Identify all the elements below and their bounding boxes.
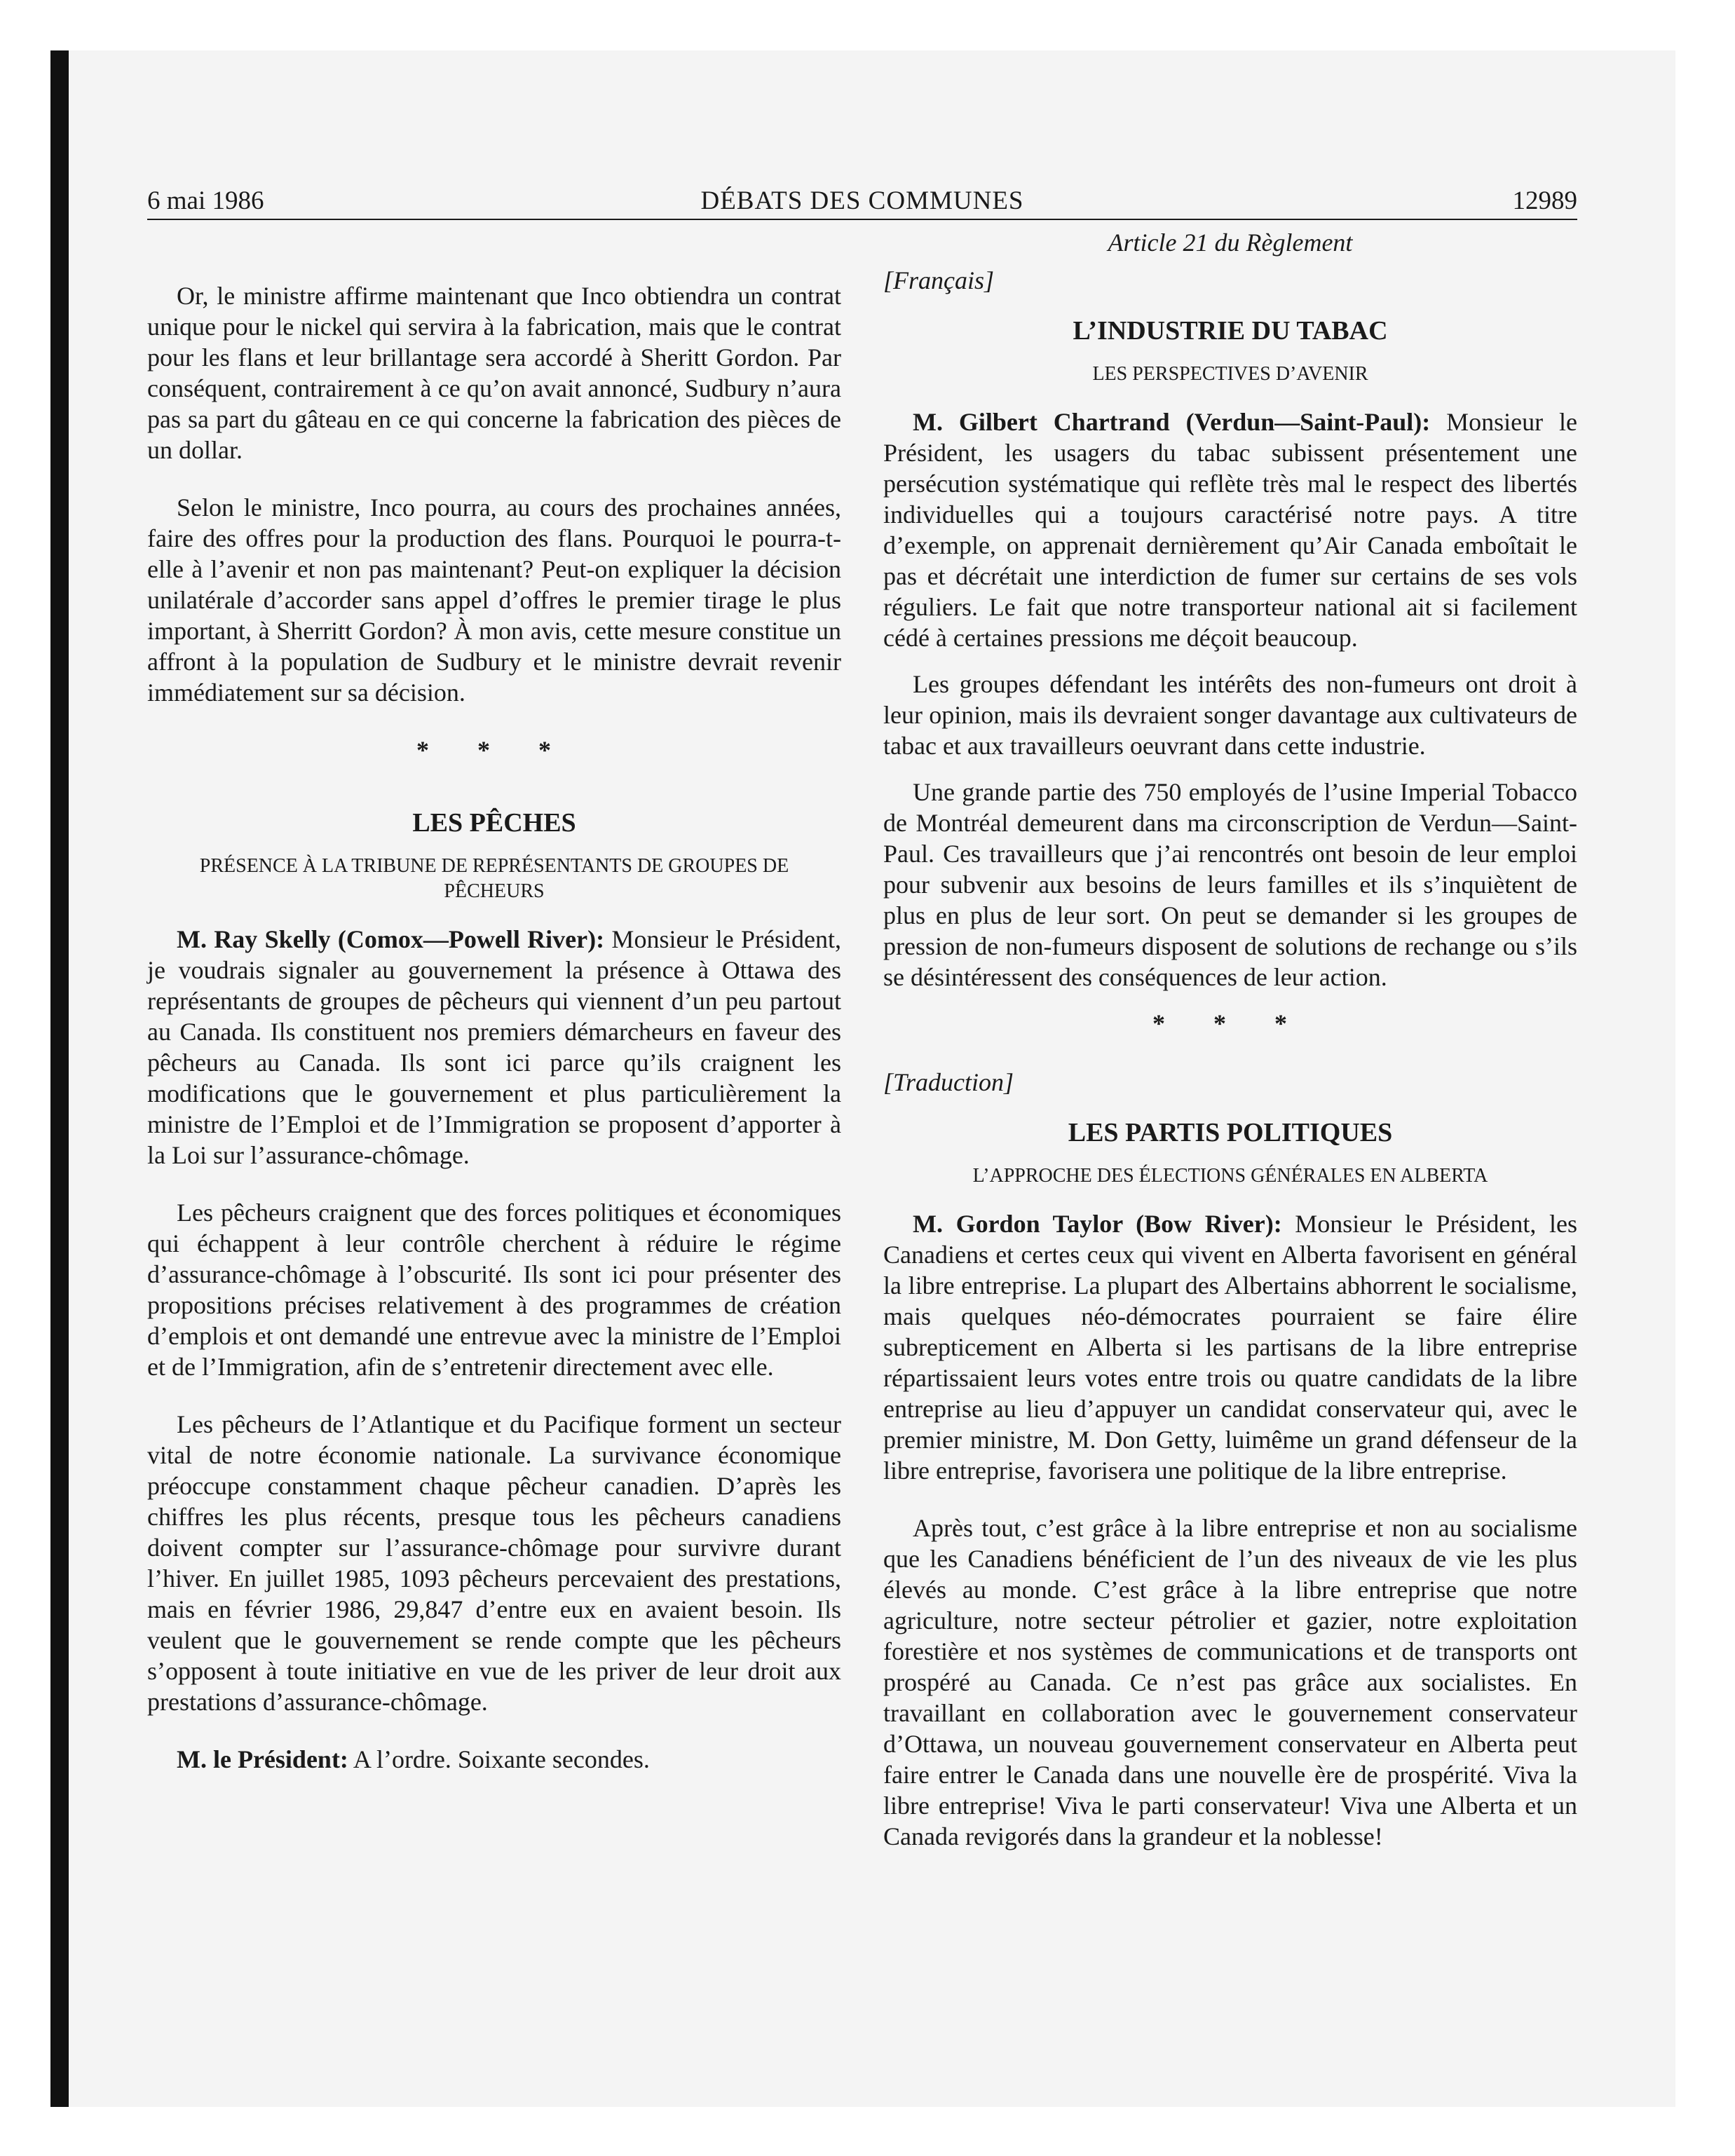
header-date: 6 mai 1986 xyxy=(147,186,264,215)
speech-paragraph xyxy=(883,407,1577,653)
section-subheading: LES PERSPECTIVES D’AVENIR xyxy=(1092,363,1368,385)
header-page-number: 12989 xyxy=(1512,186,1577,215)
section-heading: LES PÊCHES xyxy=(412,808,576,838)
paragraph: Les pêcheurs craignent que des forces politiques et économiques qui échappent à leur contrôle cherchent à réduire le régime d’assurance-chômage à l’obscurité. Ils sont ici pour présenter des propositions précises relativement à des programmes de création d’emplois et ont demandé une entrevue avec la ministre de l’Emploi et de l’Immigration, afin de s’entretenir directement avec elle. xyxy=(147,1199,841,1381)
paragraph: Après tout, c’est grâce à la libre entreprise et non au socialisme que les Canadiens bénéficient de l’un des niveaux de vie les plus élevés au monde. C’est grâce à la libre entreprise que notre agriculture, notre secteur pétrolier et gazier, notre exploitation forestière et nos systèmes de communications et de transports ont prospéré au Canada. Ce n’est pas grâce aux socialistes. En travaillant en collaboration avec le gouvernement conservateur d’Ottawa, un nouveau gouvernement conservateur en Alberta peut faire entrer le Canada dans une nouvelle ère de prospérité. Viva la libre entreprise! Viva le parti conservateur! Viva une Alberta et un Canada revigorés dans la grandeur et la noblesse! xyxy=(883,1514,1577,1850)
section-heading: LES PARTIS POLITIQUES xyxy=(1068,1118,1393,1147)
right-column xyxy=(883,228,1577,1878)
standing-order-note: Article 21 du Règlement xyxy=(1108,228,1353,257)
left-column xyxy=(147,231,841,1801)
speech-text: A l’ordre. Soixante secondes. xyxy=(348,1745,650,1773)
speech-text: Monsieur le Président, je voudrais signaler au gouvernement la présence à Ottawa des représentants de groupes de pêcheurs qui viennent d’un peu partout au Canada. Ils constituent nos premiers démarcheurs en faveur des pêcheurs au Canada. Ils sont ici parce qu’ils craignent les modifications que le gouvernement et plus particulièrement la ministre de l’Emploi et de l’Immigration se proposent d’apporter à la Loi sur l’assurance-chômage. xyxy=(147,925,841,1169)
language-tag: [Français] xyxy=(883,266,995,294)
speech-paragraph xyxy=(147,1744,841,1775)
paragraph: Selon le ministre, Inco pourra, au cours des prochaines années, faire des offres pour la production des flans. Pourquoi le pourra-t-elle à l’avenir et non pas maintenant? Peut-on expliquer la décision unilatérale d’accorder sans appel d’offres le premier tirage le plus important, à Sherritt Gordon? À mon avis, cette mesure constitue un affront à la population de Sudbury et le ministre devrait revenir immédiatement sur sa décision. xyxy=(147,493,841,707)
paragraph: Une grande partie des 750 employés de l’usine Imperial Tobacco de Montréal demeurent dans ma circonscription de Verdun—Saint-Paul. Ces travailleurs que j’ai rencontrés ont besoin de leur emploi pour subvenir aux besoins de leurs familles et ils s’inquiètent de plus en plus de leur sort. On peut se demander si les groupes de pression de non-fumeurs disposent de solutions de rechange ou s’ils se désintéressent des conséquences de leur action. xyxy=(883,778,1577,991)
speaker-name: M. Ray Skelly (Comox—Powell River): xyxy=(177,925,605,953)
speech-text: Monsieur le Président, les usagers du tabac subissent présentement une persécution systématique qui reflète très mal le respect des libertés individuelles qui a toujours caractérisé notre pays. A titre d’exemple, on apprenait dernièrement qu’Air Canada emboîtait le pas et décrétait une interdiction de fumer sur certains de ses vols réguliers. Le fait que notre transporteur national ait si facilement cédé à certaines pressions me déçoit beaucoup. xyxy=(883,408,1577,652)
speaker-name: M. Gilbert Chartrand (Verdun—Saint-Paul): xyxy=(913,408,1431,436)
speech-text: Monsieur le Président, les Canadiens et certes ceux qui vivent en Alberta favorisent en général la libre entreprise. La plupart des Albertains abhorrent le socialisme, mais quelques néo-démocrates pourraient se faire élire subrepticement en Alberta si les partisans de la libre entreprise répartissaient leurs votes entre trois ou quatre candidats de la libre entreprise au lieu d’appuyer un candidat conservateur qui, avec le premier ministre, M. Don Getty, luimême un grand défenseur de la libre entreprise, favorisera une politique de la libre entreprise. xyxy=(883,1210,1577,1485)
paragraph: Or, le ministre affirme maintenant que Inco obtiendra un contrat unique pour le nickel qui servira à la fabrication, mais que le contrat pour les flans et leur brillantage sera accordé à Sheritt Gordon. Par conséquent, contrairement à ce qu’on avait annoncé, Sudbury n’aura pas sa part du gâteau en ce qui concerne la fabrication des pièces de un dollar. xyxy=(147,282,841,464)
paragraph: Les pêcheurs de l’Atlantique et du Pacifique forment un secteur vital de notre économie nationale. La survivance économique préoccupe constamment chaque pêcheur canadien. D’après les chiffres les plus récents, presque tous les pêcheurs canadiens doivent compter sur l’assurance-chômage pour survivre durant l’hiver. En juillet 1985, 1093 pêcheurs percevaient des prestations, mais en février 1986, 29,847 d’entre eux en avaient besoin. Ils veulent que le gouvernement se rende compte que les pêcheurs s’opposent à toute initiative en vue de les priver de leur droit aux prestations d’assurance-chômage. xyxy=(147,1410,841,1716)
header-rule xyxy=(147,219,1577,220)
speaker-name: M. le Président: xyxy=(177,1745,348,1773)
section-separator: * * * xyxy=(1152,1009,1308,1037)
section-subheading: PRÉSENCE À LA TRIBUNE DE REPRÉSENTANTS DE GROUPES DE PÊCHEURS xyxy=(199,855,789,902)
running-head xyxy=(147,184,1577,219)
language-tag: [Traduction] xyxy=(883,1068,1014,1096)
section-subheading: L’APPROCHE DES ÉLECTIONS GÉNÉRALES EN ALBERTA xyxy=(972,1165,1488,1187)
speech-paragraph xyxy=(147,924,841,1171)
section-separator: * * * xyxy=(416,736,572,764)
header-journal-title: DÉBATS DES COMMUNES xyxy=(700,186,1024,215)
paragraph: Les groupes défendant les intérêts des non-fumeurs ont droit à leur opinion, mais ils devraient songer davantage aux cultivateurs de tabac et aux travailleurs oeuvrant dans cette industrie. xyxy=(883,670,1577,760)
speech-paragraph xyxy=(883,1208,1577,1486)
scan-edge xyxy=(50,50,69,2107)
speaker-name: M. Gordon Taylor (Bow River): xyxy=(913,1210,1282,1238)
section-heading: L’INDUSTRIE DU TABAC xyxy=(1073,316,1388,346)
